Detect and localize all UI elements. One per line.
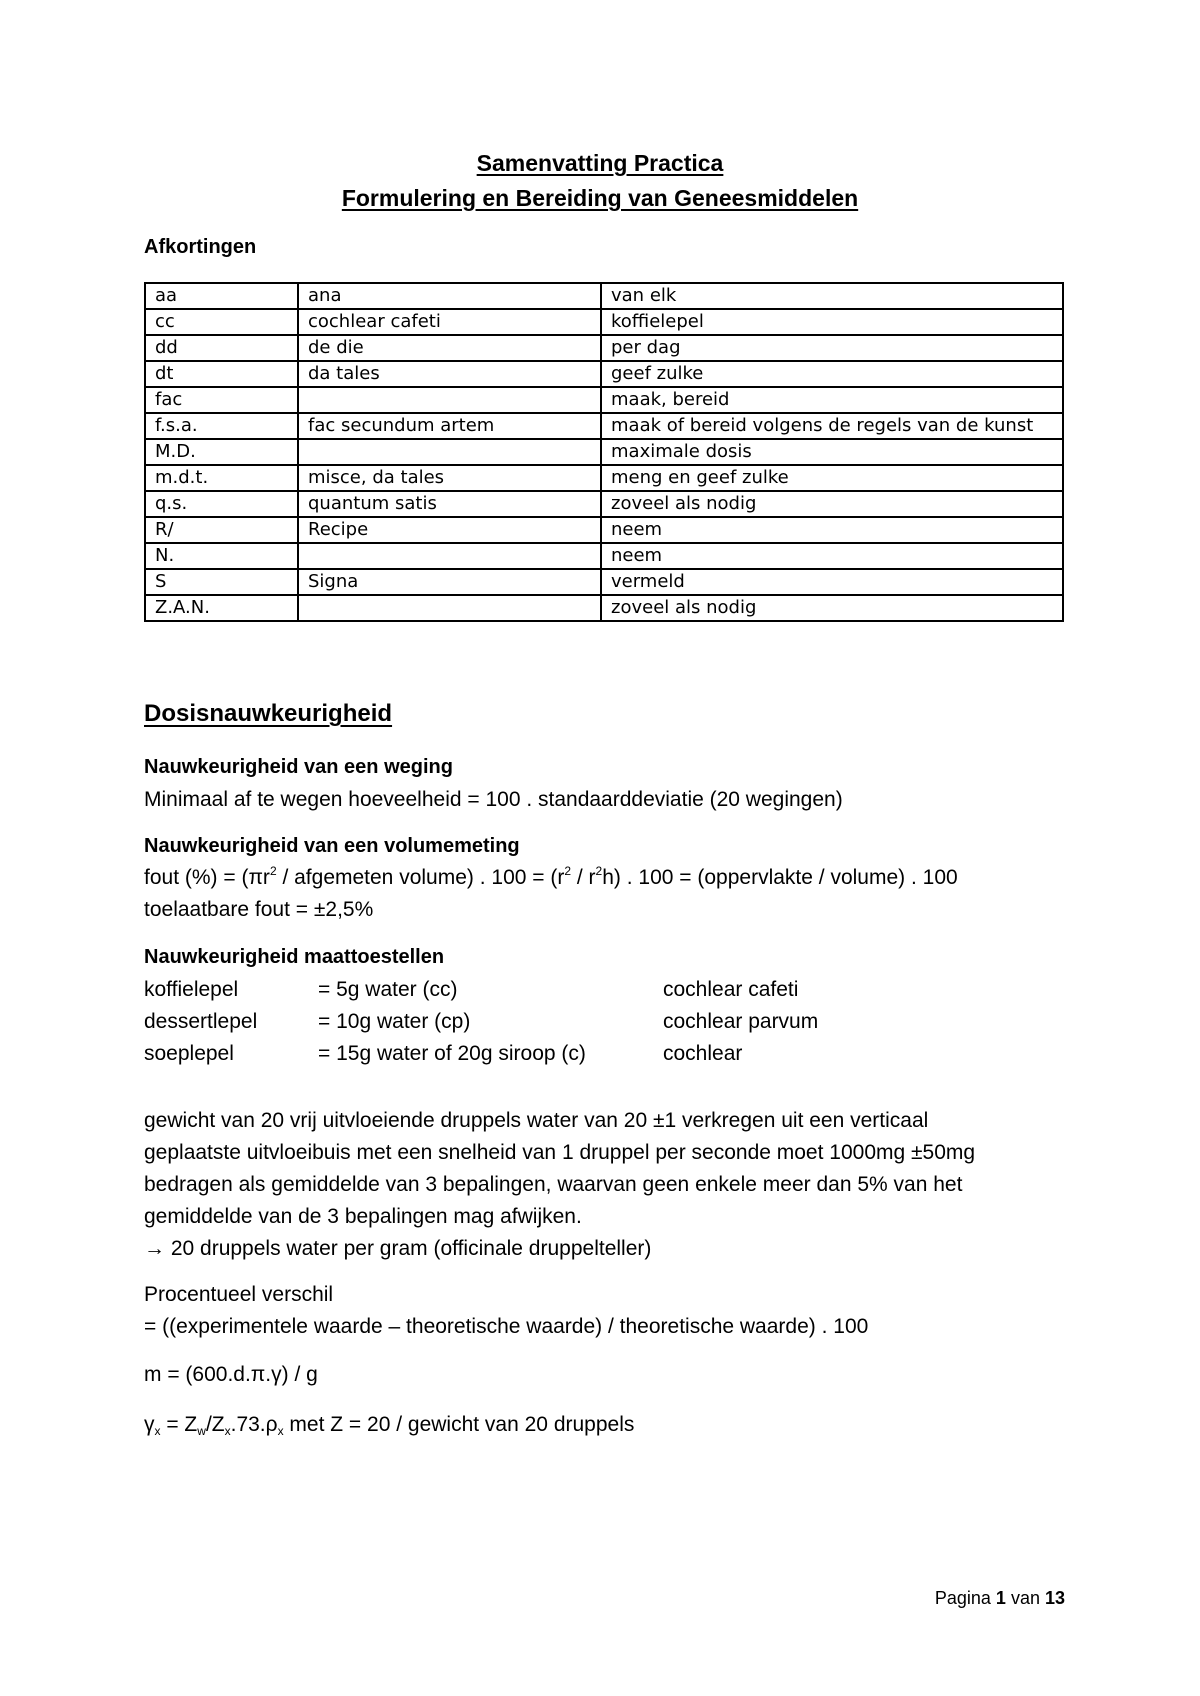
- abbr-latin: de die: [298, 335, 601, 361]
- abbr-meaning: zoveel als nodig: [601, 595, 1063, 621]
- formula-gamma: $\gamma_x = Z_w/Z_x.73.\rho_x$ met Z = 20 / gewicht van 20 druppels: [144, 1413, 635, 1438]
- verschil-formula: = ((experimentele waarde – theoretische waarde) / theoretische waarde) . 100: [144, 1315, 869, 1338]
- table-row: [145, 517, 1063, 543]
- abbr-latin: Recipe: [298, 517, 601, 543]
- abbr-code: M.D.: [145, 439, 298, 465]
- document-title: Samenvatting Practica: [476, 150, 724, 176]
- abbr-meaning: zoveel als nodig: [601, 491, 1063, 517]
- table-row: [145, 595, 1063, 621]
- abbr-code: q.s.: [145, 491, 298, 517]
- abbr-meaning: per dag: [601, 335, 1063, 361]
- abbr-code: cc: [145, 309, 298, 335]
- abbr-latin: [298, 595, 601, 621]
- abbr-code: f.s.a.: [145, 413, 298, 439]
- abbr-code: S: [145, 569, 298, 595]
- maat-value: = 10g water (cp): [318, 1010, 471, 1033]
- abbr-meaning: neem: [601, 543, 1063, 569]
- table-row: [145, 283, 1063, 309]
- abbr-meaning: meng en geef zulke: [601, 465, 1063, 491]
- table-row: [145, 569, 1063, 595]
- table-row: [145, 439, 1063, 465]
- maat-name: koffielepel: [144, 978, 239, 1001]
- abbr-code: dt: [145, 361, 298, 387]
- abbr-meaning: vermeld: [601, 569, 1063, 595]
- abbr-code: m.d.t.: [145, 465, 298, 491]
- abbr-latin: Signa: [298, 569, 601, 595]
- paragraph-line: geplaatste uitvloeibuis met een snelheid van 1 druppel per seconde moet 1000mg ±50mg: [144, 1141, 976, 1164]
- volume-heading: Nauwkeurigheid van een volumemeting: [144, 835, 520, 857]
- abbr-meaning: geef zulke: [601, 361, 1063, 387]
- maat-heading: Nauwkeurigheid maattoestellen: [144, 946, 445, 968]
- table-row: [145, 465, 1063, 491]
- abbr-meaning: maak of bereid volgens de regels van de kunst: [601, 413, 1063, 439]
- maat-value: = 5g water (cc): [318, 978, 458, 1001]
- table-row: [145, 335, 1063, 361]
- abbr-latin: fac secundum artem: [298, 413, 601, 439]
- maat-latin: cochlear: [663, 1042, 743, 1065]
- abbr-latin: cochlear cafeti: [298, 309, 601, 335]
- verschil-label: Procentueel verschil: [144, 1283, 334, 1306]
- paragraph-line: → 20 druppels water per gram (officinale druppelteller): [144, 1237, 652, 1260]
- paragraph-line: bedragen als gemiddelde van 3 bepalingen, waarvan geen enkele meer dan 5% van het: [144, 1173, 963, 1196]
- formula-m: m = (600.d.π.γ) / g: [144, 1363, 318, 1386]
- table-row: [145, 361, 1063, 387]
- page-footer: Pagina 1 van 13: [934, 1588, 1065, 1608]
- abbr-code: aa: [145, 283, 298, 309]
- abbr-latin: [298, 543, 601, 569]
- paragraph-line: gemiddelde van de 3 bepalingen mag afwijken.: [144, 1205, 582, 1228]
- table-row: [145, 309, 1063, 335]
- abbr-meaning: maak, bereid: [601, 387, 1063, 413]
- abbr-latin: ana: [298, 283, 601, 309]
- abbr-latin: da tales: [298, 361, 601, 387]
- weging-formula: Minimaal af te wegen hoeveelheid = 100 . standaarddeviatie (20 wegingen): [144, 788, 843, 811]
- volume-formula: fout (%) = ($\pi r^2$ / afgemeten volume) . $100 = (r^2 / r^2h)$ . 100 = (oppervlakte / volume) . 100: [144, 864, 958, 889]
- abbreviations-heading: Afkortingen: [144, 236, 257, 258]
- section-heading: Dosisnauwkeurigheid: [144, 700, 393, 727]
- abbr-code: fac: [145, 387, 298, 413]
- abbr-latin: misce, da tales: [298, 465, 601, 491]
- abbr-code: N.: [145, 543, 298, 569]
- maat-latin: cochlear cafeti: [663, 978, 799, 1001]
- maat-name: dessertlepel: [144, 1010, 258, 1033]
- abbr-latin: [298, 387, 601, 413]
- abbr-latin: quantum satis: [298, 491, 601, 517]
- maat-latin: cochlear parvum: [663, 1010, 819, 1033]
- table-row: [145, 491, 1063, 517]
- paragraph-line: gewicht van 20 vrij uitvloeiende druppels water van 20 ±1 verkregen uit een verticaal: [144, 1109, 929, 1132]
- abbr-meaning: maximale dosis: [601, 439, 1063, 465]
- abbr-code: R/: [145, 517, 298, 543]
- abbr-code: dd: [145, 335, 298, 361]
- table-row: [145, 543, 1063, 569]
- abbr-latin: [298, 439, 601, 465]
- maat-value: = 15g water of 20g siroop (c): [318, 1042, 586, 1065]
- abbreviations-table: [144, 282, 1064, 622]
- abbr-meaning: koffielepel: [601, 309, 1063, 335]
- table-row: [145, 413, 1063, 439]
- abbr-code: Z.A.N.: [145, 595, 298, 621]
- volume-tolerance: toelaatbare fout = ±2,5%: [144, 898, 374, 921]
- abbr-meaning: neem: [601, 517, 1063, 543]
- abbr-meaning: van elk: [601, 283, 1063, 309]
- document-subtitle: Formulering en Bereiding van Geneesmiddelen: [341, 185, 859, 211]
- weging-heading: Nauwkeurigheid van een weging: [144, 756, 453, 778]
- table-row: [145, 387, 1063, 413]
- maat-name: soeplepel: [144, 1042, 234, 1065]
